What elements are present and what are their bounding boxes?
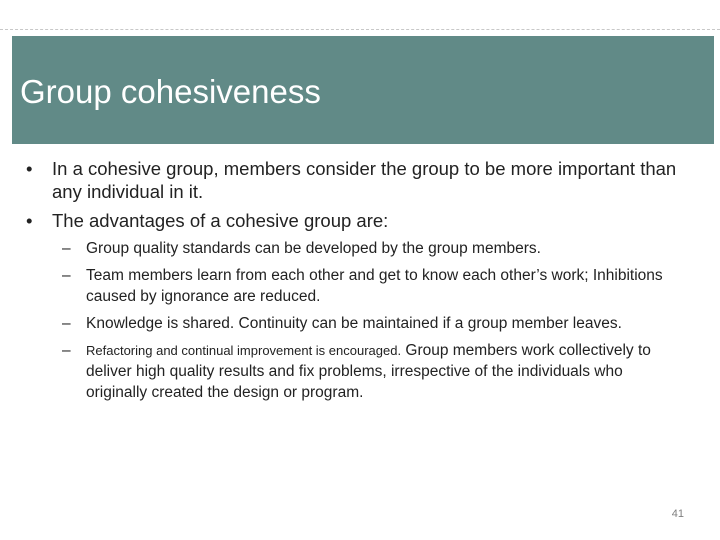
top-divider <box>0 29 720 30</box>
sub-bullet-text: Group members work collectively to deliver high quality results and fix problems, irrespective of the individuals who originally created the design or program. <box>86 342 651 401</box>
sub-bullet-item <box>62 265 684 307</box>
bullet-marker: • <box>26 210 33 231</box>
sub-bullet-text: Knowledge is shared. Continuity can be maintained if a group member leaves. <box>86 315 622 332</box>
dash-marker: – <box>62 240 71 257</box>
sub-bullet-text: Team members learn from each other and get to know each other’s work; Inhibitions caused by ignorance are reduced. <box>86 267 663 305</box>
slide-body <box>24 157 684 409</box>
page-number: 41 <box>671 508 684 520</box>
dash-marker: – <box>62 267 71 284</box>
bullet-marker: • <box>26 158 33 179</box>
dash-marker: – <box>62 342 71 359</box>
bullet-text: The advantages of a cohesive group are: <box>52 210 389 231</box>
sub-bullet-item <box>62 238 684 259</box>
bullet-text: In a cohesive group, members consider the group to be more important than any individual in it. <box>52 158 677 202</box>
sub-bullet-list <box>62 238 684 403</box>
title-bar <box>12 36 714 144</box>
dash-marker: – <box>62 315 71 332</box>
bullet-item <box>24 209 684 232</box>
slide-title: Group cohesiveness <box>20 73 321 110</box>
bullet-item <box>24 157 684 203</box>
sub-bullet-small-text: Refactoring and continual improvement is encouraged. <box>86 343 402 358</box>
sub-bullet-item <box>62 340 684 403</box>
sub-bullet-text: Group quality standards can be developed by the group members. <box>86 240 541 257</box>
sub-bullet-item <box>62 313 684 334</box>
